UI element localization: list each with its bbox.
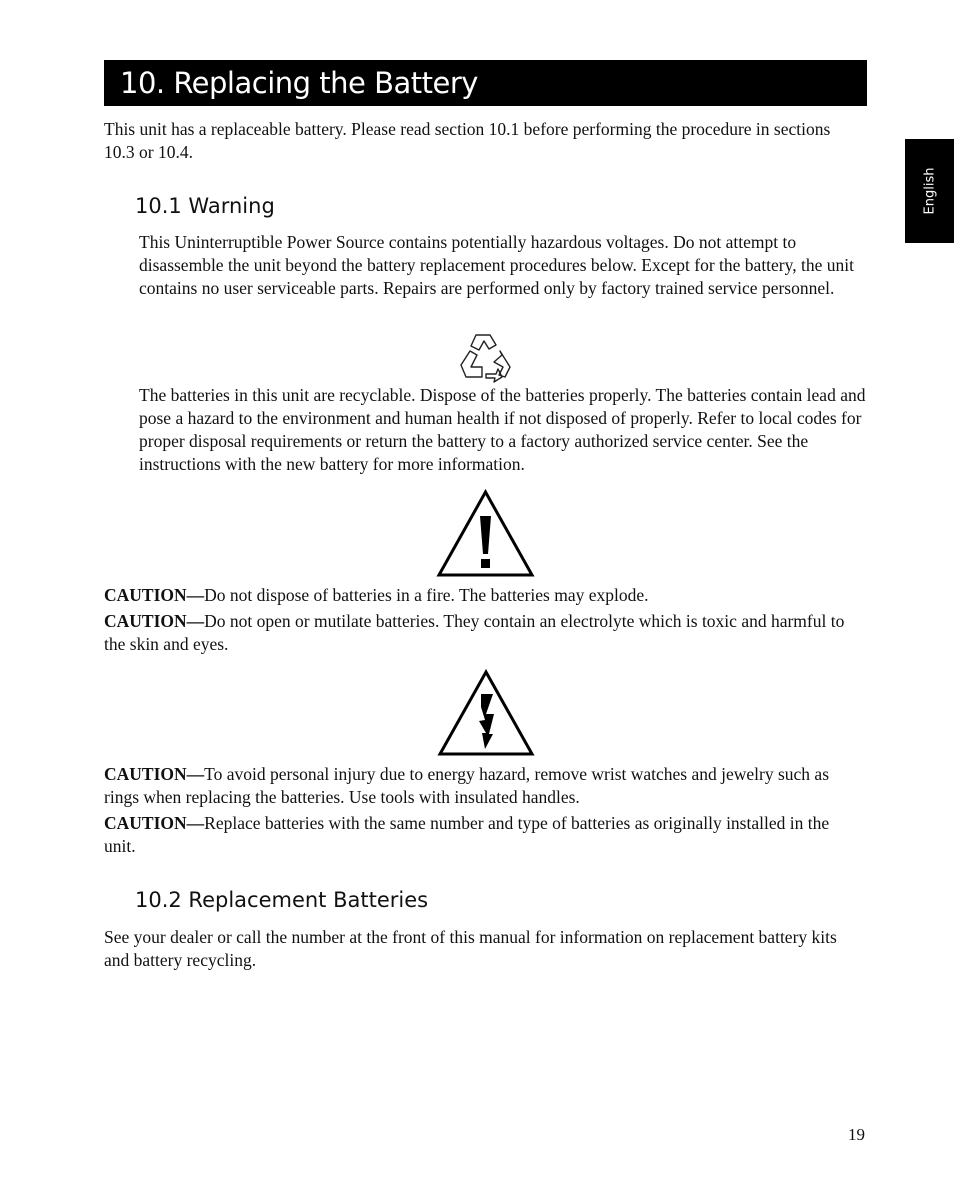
caution-label: CAUTION—	[104, 813, 205, 833]
page-title: 10. Replacing the Battery	[120, 66, 478, 100]
page-title-bar	[104, 60, 867, 106]
caution-replace-same	[104, 812, 864, 858]
caution-mutilate	[104, 610, 864, 656]
caution-label: CAUTION—	[104, 764, 205, 784]
warning-paragraph: This Uninterruptible Power Source contains potentially hazardous voltages. Do not attempt to disassemble the unit beyond the battery replacement procedures below. Except for the battery, the unit contains no user serviceable parts. Repairs are performed only by factory trained service personnel.	[139, 232, 854, 298]
exclamation-triangle-icon	[436, 489, 535, 578]
caution-jewelry	[104, 763, 864, 809]
caution-fire	[104, 584, 864, 607]
caution-text: Do not open or mutilate batteries. They contain an electrolyte which is toxic and harmful to the skin and eyes.	[104, 611, 845, 654]
page-number: 19	[848, 1125, 865, 1144]
recycle-icon	[456, 331, 514, 383]
caution-text: Replace batteries with the same number and type of batteries as originally installed in the unit.	[104, 813, 830, 856]
caution-label: CAUTION—	[104, 585, 205, 605]
section-heading-replacement: 10.2 Replacement Batteries	[135, 888, 429, 912]
language-tab-label: English	[922, 167, 937, 215]
intro-paragraph: This unit has a replaceable battery. Please read section 10.1 before performing the procedure in sections 10.3 or 10.4.	[104, 119, 831, 162]
caution-label: CAUTION—	[104, 611, 205, 631]
section-heading-warning: 10.1 Warning	[135, 194, 275, 218]
recycle-paragraph: The batteries in this unit are recyclable. Dispose of the batteries properly. The batteries contain lead and pose a hazard to the environment and human health if not disposed of properly. Refer to local codes for proper disposal requirements or return the battery to a factory authorized service center. See the instructions with the new battery for more information.	[139, 385, 866, 474]
caution-text: Do not dispose of batteries in a fire. The batteries may explode.	[204, 585, 649, 605]
language-tab	[905, 139, 954, 243]
caution-text: To avoid personal injury due to energy hazard, remove wrist watches and jewelry such as rings when replacing the batteries. Use tools with insulated handles.	[104, 764, 830, 807]
replacement-paragraph: See your dealer or call the number at the front of this manual for information on replacement battery kits and battery recycling.	[104, 927, 837, 970]
electric-shock-triangle-icon	[437, 669, 535, 757]
